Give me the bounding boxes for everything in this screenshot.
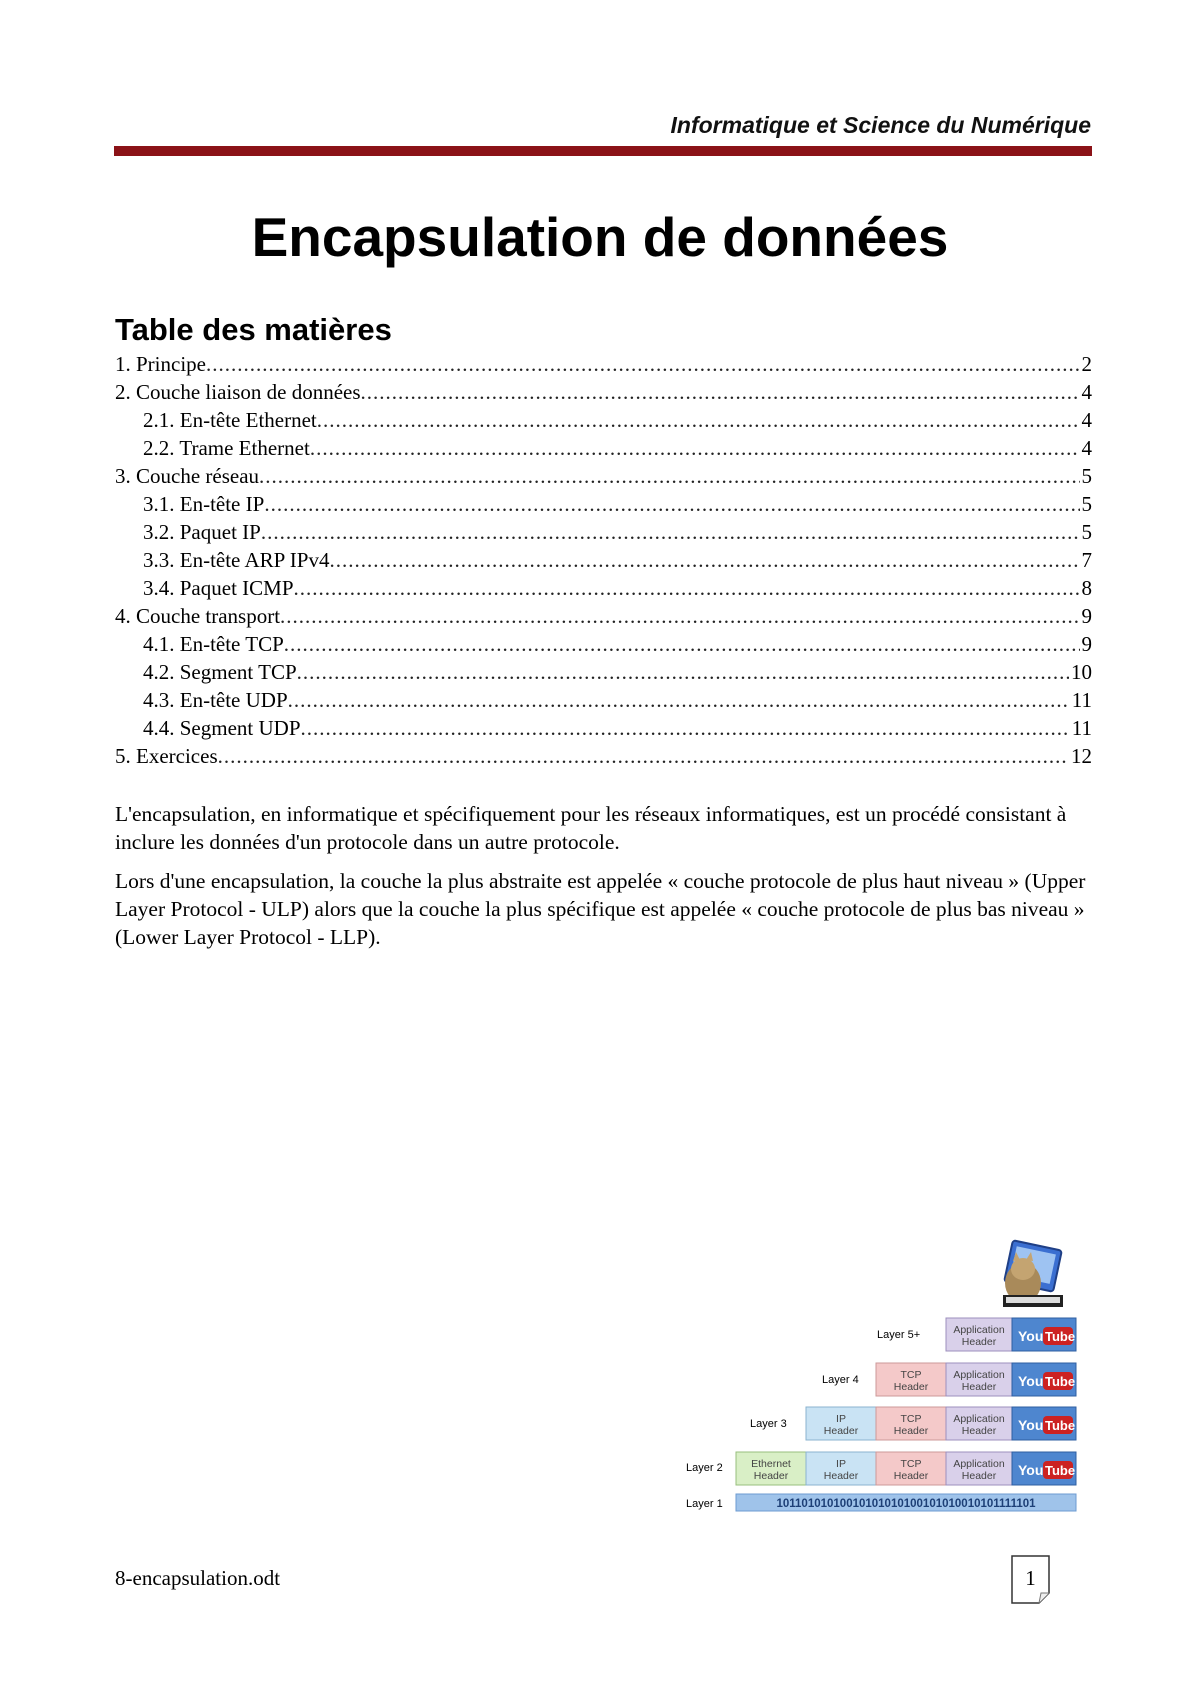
app-header-line2: Header xyxy=(961,1381,997,1393)
toc-entry-page: 4 xyxy=(1081,408,1092,432)
toc-entry-label: 4.2. Segment TCP xyxy=(143,660,297,684)
app-header-line1: Application xyxy=(953,1413,1005,1425)
toc-entry-label: 3.1. En-tête IP xyxy=(143,492,265,516)
toc-entry-label: 2. Couche liaison de données xyxy=(115,380,361,404)
toc-entry[interactable] xyxy=(115,462,1092,490)
toc-leader-dots xyxy=(288,686,1070,714)
app-header-line1: Application xyxy=(953,1324,1005,1336)
toc-entry-label: 3.4. Paquet ICMP xyxy=(143,576,294,600)
layer-label: Layer 4 xyxy=(822,1374,859,1386)
body-paragraph-1: L'encapsulation, en informatique et spécifiquement pour les réseaux informatiques, est un procédé consistant à inclure les données d'un protocole dans un autre protocole. xyxy=(115,802,1067,854)
toc-entry-page: 5 xyxy=(1081,520,1092,544)
toc-leader-dots xyxy=(310,434,1080,462)
page-number: 1 xyxy=(1025,1566,1036,1590)
application-header-block xyxy=(946,1452,1012,1485)
layer-label: Layer 2 xyxy=(686,1462,723,1474)
toc-entry-label: 3.2. Paquet IP xyxy=(143,520,261,544)
tcp-header-line1: TCP xyxy=(900,1458,922,1470)
youtube-logo-icon xyxy=(1012,1407,1076,1440)
toc-leader-dots xyxy=(218,742,1069,770)
toc-entry-page: 12 xyxy=(1071,744,1092,768)
toc-entry-page: 5 xyxy=(1081,464,1092,488)
tcp-header-line1: TCP xyxy=(900,1413,922,1425)
toc-entry[interactable] xyxy=(115,658,1092,686)
header-rule xyxy=(114,146,1092,156)
yt-tube: Tube xyxy=(1045,1418,1076,1433)
toc-heading: Table des matières xyxy=(115,312,392,347)
toc-leader-dots xyxy=(294,574,1080,602)
toc-entry[interactable] xyxy=(115,434,1092,462)
toc-entry-label: 2.2. Trame Ethernet xyxy=(143,436,310,460)
toc-entry-label: 3.3. En-tête ARP IPv4 xyxy=(143,548,330,572)
toc-leader-dots xyxy=(317,406,1080,434)
toc-entry-page: 4 xyxy=(1081,436,1092,460)
yt-you: You xyxy=(1018,1373,1044,1389)
toc-entry-page: 7 xyxy=(1081,548,1092,572)
toc-entry[interactable] xyxy=(115,546,1092,574)
toc-entry[interactable] xyxy=(115,630,1092,658)
toc-entry-label: 4. Couche transport xyxy=(115,604,281,628)
ip-header-line1: IP xyxy=(836,1458,846,1470)
tcp-header-line2: Header xyxy=(893,1425,929,1437)
application-header-block xyxy=(946,1407,1012,1440)
toc-entry-label: 5. Exercices xyxy=(115,744,218,768)
toc-entry-page: 5 xyxy=(1081,492,1092,516)
youtube-logo-icon xyxy=(1012,1363,1076,1396)
toc-leader-dots xyxy=(297,658,1069,686)
footer-filename: 8-encapsulation.odt xyxy=(115,1566,281,1590)
layer-label: Layer 1 xyxy=(686,1498,723,1510)
toc-entry[interactable] xyxy=(115,574,1092,602)
toc-entry-page: 11 xyxy=(1071,716,1092,740)
toc-entry-label: 3. Couche réseau xyxy=(115,464,260,488)
ip-header-line2: Header xyxy=(823,1425,859,1437)
toc-entry-page: 10 xyxy=(1071,660,1092,684)
toc-entry[interactable] xyxy=(115,742,1092,770)
toc-entry[interactable] xyxy=(115,714,1092,742)
layer-label: Layer 3 xyxy=(750,1418,787,1430)
ip-header-block xyxy=(806,1452,876,1485)
toc-leader-dots xyxy=(361,378,1080,406)
yt-you: You xyxy=(1018,1417,1044,1433)
yt-tube: Tube xyxy=(1045,1463,1076,1478)
app-header-line2: Header xyxy=(961,1425,997,1437)
application-header-block xyxy=(946,1318,1012,1351)
app-header-line2: Header xyxy=(961,1336,997,1348)
toc-entry-label: 1. Principe xyxy=(115,352,206,376)
toc-entry-label: 2.1. En-tête Ethernet xyxy=(143,408,317,432)
toc-entry-page: 11 xyxy=(1071,688,1092,712)
toc-leader-dots xyxy=(264,490,1079,518)
tcp-header-line2: Header xyxy=(893,1470,929,1482)
yt-you: You xyxy=(1018,1462,1044,1478)
ip-header-block xyxy=(806,1407,876,1440)
tcp-header-block xyxy=(876,1363,946,1396)
toc-entry-page: 4 xyxy=(1081,380,1092,404)
toc-entry-page: 9 xyxy=(1081,604,1092,628)
yt-tube: Tube xyxy=(1045,1374,1076,1389)
toc-leader-dots xyxy=(206,350,1080,378)
ip-header-line1: IP xyxy=(836,1413,846,1425)
toc-leader-dots xyxy=(301,714,1070,742)
app-header-line2: Header xyxy=(961,1470,997,1482)
youtube-logo-icon xyxy=(1012,1452,1076,1485)
body-paragraph-2: Lors d'une encapsulation, la couche la plus abstraite est appelée « couche protocole de plus haut niveau » (Upper Layer Protocol - ULP) alors que la couche la plus spécifique est appelée « couche protocole de plus bas niveau » (Lower Layer Protocol - LLP). xyxy=(115,869,1086,949)
toc-entry-label: 4.1. En-tête TCP xyxy=(143,632,284,656)
yt-you: You xyxy=(1018,1328,1044,1344)
app-header-line1: Application xyxy=(953,1458,1005,1470)
yt-tube: Tube xyxy=(1045,1329,1076,1344)
toc-entry[interactable] xyxy=(115,518,1092,546)
tcp-header-line2: Header xyxy=(893,1381,929,1393)
application-header-block xyxy=(946,1363,1012,1396)
toc-entry[interactable] xyxy=(115,406,1092,434)
document-title: Encapsulation de données xyxy=(251,206,949,268)
tcp-header-block xyxy=(876,1407,946,1440)
toc-leader-dots xyxy=(284,630,1080,658)
app-header-line1: Application xyxy=(953,1369,1005,1381)
toc-leader-dots xyxy=(261,518,1080,546)
toc-leader-dots xyxy=(329,546,1079,574)
eth-header-line1: Ethernet xyxy=(751,1458,791,1470)
keyboard-cat-illustration xyxy=(1003,1240,1063,1307)
ip-header-line2: Header xyxy=(823,1470,859,1482)
tcp-header-block xyxy=(876,1452,946,1485)
toc-entry[interactable] xyxy=(115,686,1092,714)
toc-entry-label: 4.4. Segment UDP xyxy=(143,716,301,740)
toc-entry-page: 9 xyxy=(1081,632,1092,656)
table-of-contents xyxy=(115,350,1092,770)
toc-entry[interactable] xyxy=(115,350,1092,378)
bitstream-text: 10110101010010101010100101010010101111101 xyxy=(776,1498,1036,1510)
toc-entry[interactable] xyxy=(115,378,1092,406)
encapsulation-diagram xyxy=(670,1235,1100,1515)
bitstream-block xyxy=(736,1494,1076,1511)
toc-entry-page: 8 xyxy=(1081,576,1092,600)
youtube-logo-icon xyxy=(1012,1318,1076,1351)
toc-entry-page: 2 xyxy=(1081,352,1092,376)
eth-header-line2: Header xyxy=(753,1470,789,1482)
toc-entry[interactable] xyxy=(115,490,1092,518)
toc-leader-dots xyxy=(280,602,1079,630)
toc-entry[interactable] xyxy=(115,602,1092,630)
toc-leader-dots xyxy=(259,462,1079,490)
tcp-header-line1: TCP xyxy=(900,1369,922,1381)
layer-label: Layer 5+ xyxy=(877,1329,921,1341)
ethernet-header-block xyxy=(736,1452,806,1485)
running-header: Informatique et Science du Numérique xyxy=(670,112,1091,138)
toc-entry-label: 4.3. En-tête UDP xyxy=(143,688,288,712)
